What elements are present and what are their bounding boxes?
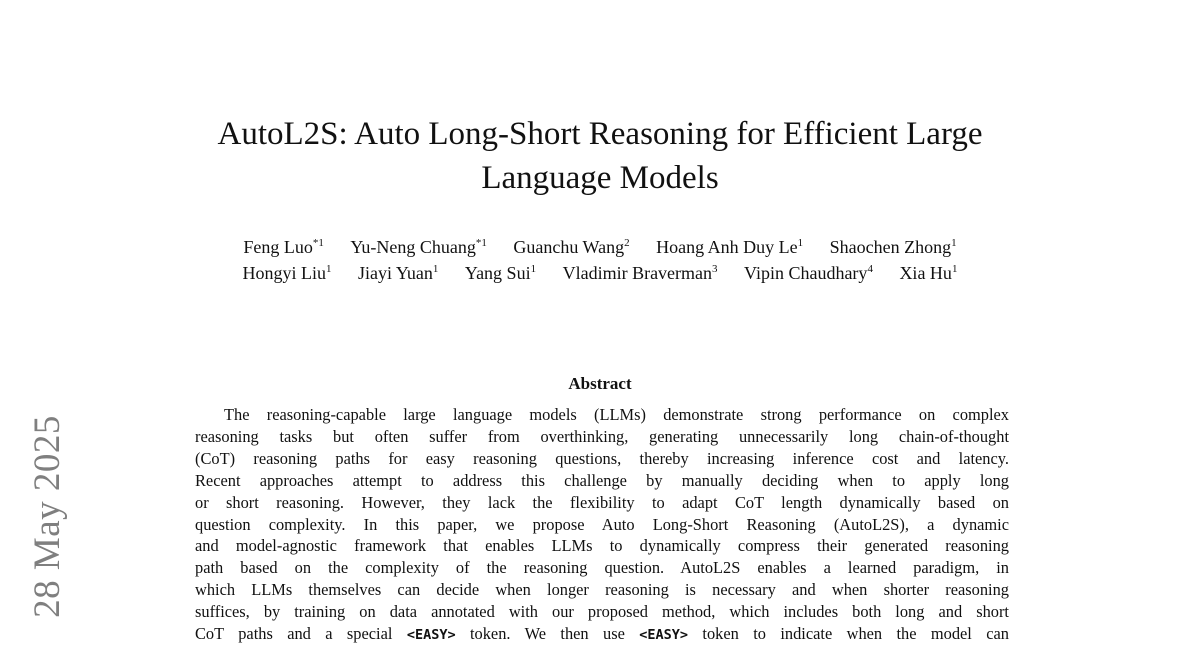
abstract-body — [195, 404, 1009, 647]
abstract-heading: Abstract — [568, 374, 632, 393]
author: Hoang Anh Duy Le$^1$ — [656, 237, 804, 257]
author: Guanchu Wang$^2$ — [513, 237, 630, 257]
abstract-line: The reasoning-capable large language models (LLMs) demonstrate strong performance on complex — [224, 405, 1009, 424]
author: Feng Luo$^{*1}$ — [243, 237, 324, 257]
abstract-line: and model-agnostic framework that enables LLMs to dynamically compress their generated reasoning — [195, 536, 1009, 556]
abstract-line: suffices, by training on data annotated with our proposed method, which includes both long and short — [195, 602, 1009, 622]
paper-title: AutoL2S: Auto Long-Short Reasoning for Efficient Large Language Models — [217, 116, 983, 196]
abstract-line: path based on the complexity of the reasoning question. AutoL2S enables a learned paradigm, in — [195, 558, 1009, 578]
author: Yu-Neng Chuang$^{*1}$ — [350, 237, 487, 257]
abstract-line: reasoning tasks but often suffer from overthinking, generating unnecessarily long chain-of-thought — [195, 426, 1009, 446]
author: Vipin Chaudhary$^4$ — [744, 263, 873, 283]
author: Shaochen Zhong$^1$ — [829, 237, 957, 257]
author: Xia Hu$^1$ — [899, 263, 958, 283]
abstract-line: which LLMs themselves can decide when longer reasoning is necessary and when shorter reasoning — [195, 580, 1009, 600]
abstract-line: (CoT) reasoning paths for easy reasoning questions, thereby increasing inference cost and latency. — [195, 448, 1009, 468]
author: Vladimir Braverman$^3$ — [562, 263, 718, 283]
abstract-line-last: CoT paths and a special <EASY> token. We then use <EASY> token to indicate when the model can — [195, 624, 1009, 644]
author: Hongyi Liu$^1$ — [242, 263, 332, 283]
abstract-line: question complexity. In this paper, we propose Auto Long-Short Reasoning (AutoL2S), a dynamic — [195, 514, 1009, 534]
author-line-2 — [150, 260, 1050, 286]
author: Yang Sui$^1$ — [464, 263, 537, 283]
author-list — [150, 234, 1050, 286]
abstract-line: or short reasoning. However, they lack the flexibility to adapt CoT length dynamically based on — [195, 492, 1009, 512]
easy-token: <EASY> — [639, 627, 689, 644]
easy-token: <EASY> — [406, 627, 456, 644]
abstract-line: Recent approaches attempt to address this challenge by manually deciding when to apply long — [195, 470, 1009, 490]
author-line-1 — [150, 234, 1050, 260]
date-stamp-text: 28 May 2025 — [26, 414, 68, 618]
author: Jiayi Yuan$^1$ — [358, 263, 439, 283]
arxiv-date-stamp — [22, 408, 72, 624]
